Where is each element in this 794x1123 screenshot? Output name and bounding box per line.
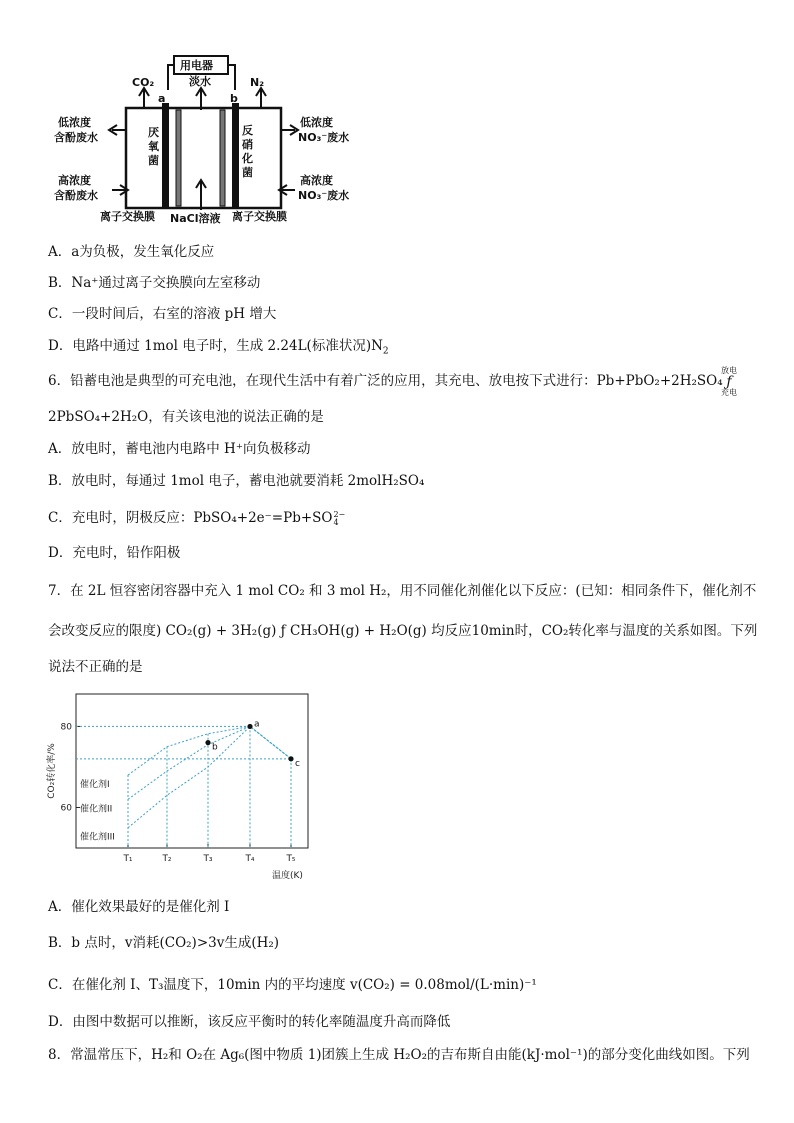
anaerobic-1: 厌 bbox=[148, 126, 159, 139]
denitrify-3: 化 bbox=[242, 152, 253, 165]
denitrify-2: 硝 bbox=[242, 138, 253, 151]
co2-label: CO₂ bbox=[132, 76, 155, 89]
electrolytic-cell-diagram bbox=[50, 50, 360, 225]
anaerobic-2: 氧 bbox=[148, 140, 159, 153]
left-out-2: 含酚废水 bbox=[54, 131, 98, 144]
q7-stem-line3: 说法不正确的是 bbox=[48, 659, 143, 675]
left-in-1: 高浓度 bbox=[58, 174, 91, 187]
n2-label: N₂ bbox=[250, 76, 265, 89]
arrow-charge-label: 充电 bbox=[721, 388, 737, 397]
right-in-1: 高浓度 bbox=[300, 174, 333, 187]
x-tick-label: T₁ bbox=[123, 854, 133, 864]
point-c bbox=[288, 756, 293, 761]
q5-option-d-text: D．电路中通过 1mol 电子时，生成 2.24L(标准状况)N bbox=[48, 338, 383, 354]
q7-option-b: B．b 点时，v消耗(CO₂)>3v生成(H₂) bbox=[48, 935, 280, 951]
q6-option-b: B．放电时，每通过 1mol 电子，蓄电池就要消耗 2molH₂SO₄ bbox=[48, 473, 425, 489]
y-tick-label: 60 bbox=[60, 803, 72, 814]
electrode-b bbox=[233, 104, 238, 208]
q6-option-c bbox=[48, 509, 345, 527]
y-tick-label: 80 bbox=[60, 722, 72, 733]
series-label: 催化剂I bbox=[80, 780, 110, 791]
q5-option-d bbox=[48, 337, 389, 361]
q6-option-d: D．充电时，铅作阳极 bbox=[48, 545, 181, 561]
electrode-a-label: a bbox=[158, 92, 166, 105]
x-tick-label: T₅ bbox=[286, 854, 296, 864]
q6-option-a: A．放电时，蓄电池内电路中 H⁺向负极移动 bbox=[48, 441, 311, 457]
membrane-right-label: 离子交换膜 bbox=[232, 210, 287, 223]
q7-option-a: A．催化效果最好的是催化剂 I bbox=[48, 899, 230, 915]
q5-option-a: A．a为负极，发生氧化反应 bbox=[48, 244, 215, 260]
q7-option-c: C．在催化剂 I、T₃温度下，10min 内的平均速度 v(CO₂) = 0.08mol/(L·min)⁻¹ bbox=[48, 977, 537, 993]
x-tick-label: T₃ bbox=[203, 854, 213, 864]
point-b bbox=[205, 740, 210, 745]
x-axis-label: 温度(K) bbox=[272, 871, 303, 881]
series-label: 催化剂II bbox=[80, 804, 113, 815]
q6-option-c-sub: 4 bbox=[333, 517, 339, 527]
x-tick-label: T₂ bbox=[162, 854, 172, 864]
left-out-1: 低浓度 bbox=[58, 116, 91, 129]
q8-stem: 8．常温常压下，H₂和 O₂在 Ag₆(图中物质 1)团簇上生成 H₂O₂的吉布斯自由能(kJ·mol⁻¹)的部分变化曲线如图。下列 bbox=[48, 1047, 750, 1063]
denitrify-4: 菌 bbox=[242, 166, 253, 179]
electrode-a bbox=[163, 104, 168, 208]
membrane-right bbox=[220, 110, 225, 206]
plot-frame bbox=[76, 694, 308, 848]
point-a bbox=[247, 724, 252, 729]
x-tick-label: T₄ bbox=[245, 854, 255, 864]
electrode-b-label: b bbox=[230, 92, 238, 105]
reversible-arrow bbox=[717, 366, 741, 398]
right-out-2: NO₃⁻废水 bbox=[298, 131, 350, 144]
series-line-2 bbox=[128, 726, 291, 799]
arrow-symbol: ƒ bbox=[726, 374, 732, 390]
q5-option-b: B．Na⁺通过离子交换膜向左室移动 bbox=[48, 275, 261, 291]
right-out-1: 低浓度 bbox=[300, 116, 333, 129]
nacl-label: NaCl溶液 bbox=[170, 212, 221, 225]
q7-stem-line1: 7．在 2L 恒容密闭容器中充入 1 mol CO₂ 和 3 mol H₂，用不同催化剂催化以下反应：(已知：相同条件下，催化剂不 bbox=[48, 583, 757, 599]
denitrify-1: 反 bbox=[242, 124, 253, 137]
series-label: 催化剂III bbox=[80, 832, 115, 843]
membrane-left bbox=[176, 110, 181, 206]
y-axis-label: CO₂转化率/% bbox=[47, 743, 57, 799]
q6-stem-line2: 2PbSO₄+2H₂O，有关该电池的说法正确的是 bbox=[48, 409, 324, 425]
membrane-left-label: 离子交换膜 bbox=[100, 210, 155, 223]
series-line-1 bbox=[128, 726, 291, 775]
right-in-2: NO₃⁻废水 bbox=[298, 189, 350, 202]
q5-option-c: C．一段时间后，右室的溶液 pH 增大 bbox=[48, 306, 277, 322]
q7-option-d: D．由图中数据可以推断，该反应平衡时的转化率随温度升高而降低 bbox=[48, 1014, 451, 1030]
point-label-a: a bbox=[254, 719, 260, 730]
q7-stem-line2: 会改变反应的限度) CO₂(g) + 3H₂(g) ƒ CH₃OH(g) + H₂O(g) 均反应10min时，CO₂转化率与温度的关系如图。下列 bbox=[48, 623, 758, 639]
fresh-water-label: 淡水 bbox=[189, 75, 211, 88]
q5-option-d-sub: 2 bbox=[382, 346, 389, 357]
conversion-temperature-chart bbox=[42, 688, 317, 885]
point-label-c: c bbox=[295, 758, 300, 769]
left-in-2: 含酚废水 bbox=[54, 189, 98, 202]
load-label: 用电器 bbox=[180, 59, 213, 72]
q6-option-c-sup: 2− bbox=[333, 509, 346, 519]
q6-stem-line1: 6．铅蓄电池是典型的可充电池，在现代生活中有着广泛的应用，其充电、放电按下式进行：Pb+PbO₂+2H₂SO₄ bbox=[48, 373, 723, 389]
wire-right bbox=[228, 65, 235, 90]
point-label-b: b bbox=[212, 742, 218, 753]
arrow-discharge-label: 放电 bbox=[721, 366, 737, 375]
anaerobic-3: 菌 bbox=[148, 154, 159, 167]
q6-option-c-text: C．充电时，阴极反应：PbSO₄+2e⁻=Pb+SO bbox=[48, 510, 333, 526]
